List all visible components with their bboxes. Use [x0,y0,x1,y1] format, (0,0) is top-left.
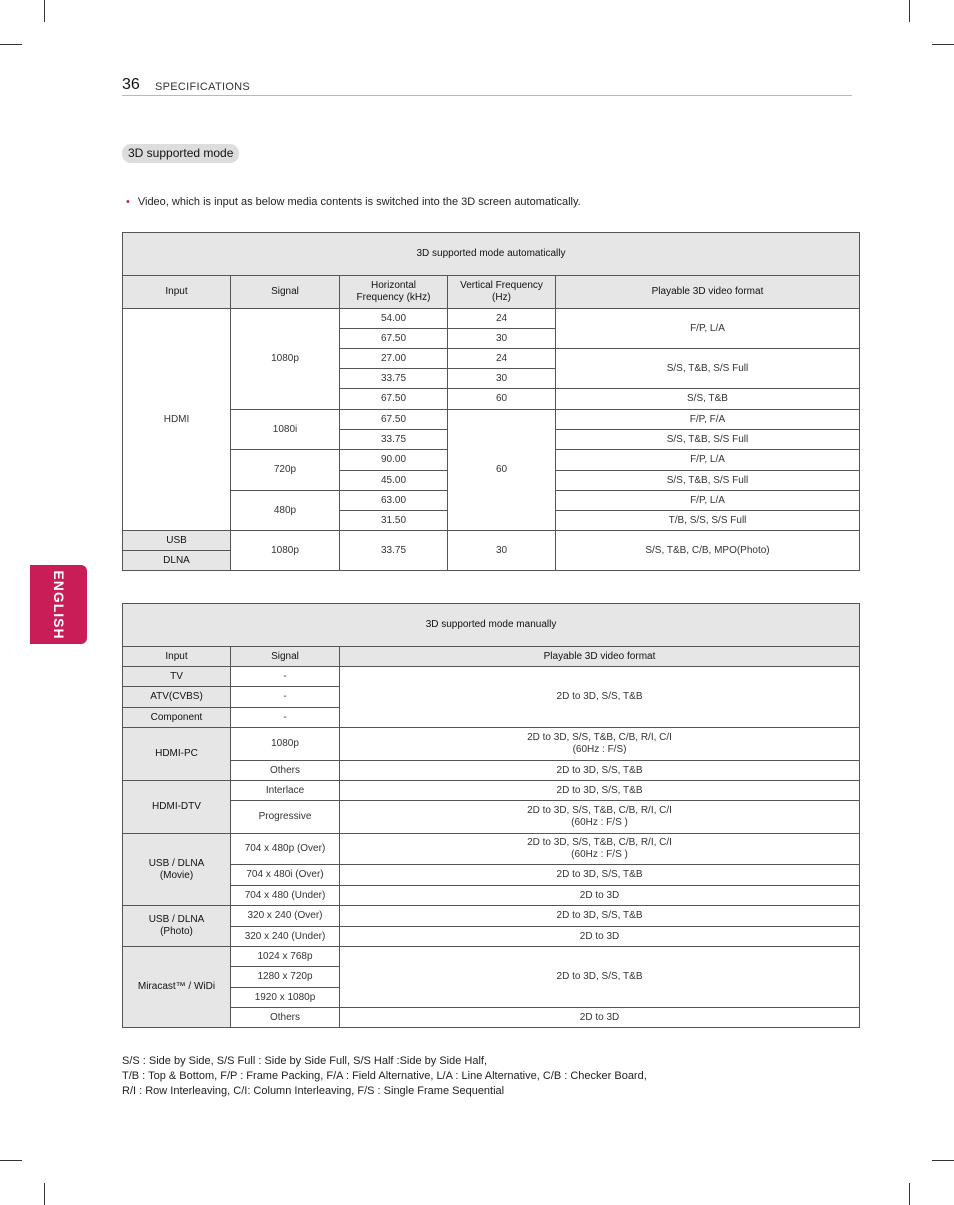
table-title: 3D supported mode automatically [123,233,860,276]
input-cell: HDMI-PC [123,728,231,781]
column-header: Input [123,647,231,667]
signal-cell: 1080p [231,309,340,410]
hfreq-cell: 90.00 [340,450,448,471]
format-cell: 2D to 3D, S/S, T&B, C/B, R/I, C/I (60Hz : F/S ) [340,801,860,834]
input-cell: DLNA [123,551,231,571]
signal-cell: Others [231,1008,340,1028]
note-line: R/I : Row Interleaving, C/I: Column Interleaving, F/S : Single Frame Sequential [122,1085,505,1097]
format-cell: F/P, F/A [556,410,860,430]
format-cell: S/S, T&B, C/B, MPO(Photo) [556,531,860,571]
input-cell: TV [123,667,231,687]
input-cell: USB [123,531,231,551]
format-cell: F/P, L/A [556,491,860,511]
format-cell: S/S, T&B, S/S Full [556,349,860,389]
hfreq-cell: 63.00 [340,491,448,511]
column-header: Signal [231,647,340,667]
signal-cell: 704 x 480p (Over) [231,834,340,865]
format-cell: T/B, S/S, S/S Full [556,511,860,531]
section-heading: 3D supported mode [122,144,239,163]
hfreq-cell: 33.75 [340,531,448,571]
crop-mark [44,1183,45,1205]
hfreq-cell: 33.75 [340,430,448,450]
hfreq-cell: 67.50 [340,329,448,349]
format-cell: 2D to 3D, S/S, T&B [340,761,860,781]
table-title: 3D supported mode manually [123,604,860,647]
signal-cell: 1080p [231,531,340,571]
manual-3d-table [122,603,860,1028]
format-cell: S/S, T&B, S/S Full [556,430,860,450]
format-cell: S/S, T&B [556,389,860,410]
signal-cell: 320 x 240 (Under) [231,927,340,947]
hfreq-cell: 33.75 [340,369,448,389]
format-cell: 2D to 3D, S/S, T&B, C/B, R/I, C/I (60Hz : F/S) [340,728,860,761]
hfreq-cell: 45.00 [340,471,448,491]
auto-3d-table [122,232,860,571]
input-cell: USB / DLNA (Movie) [123,834,231,906]
crop-mark [909,0,910,22]
column-header: Horizontal Frequency (kHz) [340,276,448,309]
crop-mark [0,44,22,45]
input-cell: Component [123,708,231,728]
abbreviation-notes [122,1054,647,1099]
format-cell: S/S, T&B, S/S Full [556,471,860,491]
signal-cell: Progressive [231,801,340,834]
format-cell: 2D to 3D, S/S, T&B [340,781,860,801]
signal-cell: 1920 x 1080p [231,988,340,1008]
signal-cell: 704 x 480i (Over) [231,865,340,886]
format-cell: F/P, L/A [556,450,860,471]
note-line: S/S : Side by Side, S/S Full : Side by Side Full, S/S Half :Side by Side Half, [122,1055,488,1067]
vfreq-cell: 60 [448,410,556,531]
bullet-text: Video, which is input as below media contents is switched into the 3D screen automatically. [137,196,581,208]
format-cell: 2D to 3D [340,927,860,947]
column-header: Playable 3D video format [340,647,860,667]
input-cell: HDMI [123,309,231,531]
hfreq-cell: 31.50 [340,511,448,531]
section-title: SPECIFICATIONS [155,81,251,93]
crop-mark [0,1160,22,1161]
signal-cell: 1024 x 768p [231,947,340,967]
crop-mark [44,0,45,22]
signal-cell: - [231,708,340,728]
signal-cell: 320 x 240 (Over) [231,906,340,927]
vfreq-cell: 24 [448,309,556,329]
header-divider [122,95,852,96]
format-cell: 2D to 3D, S/S, T&B [340,947,860,1008]
bullet-item [126,196,581,208]
signal-cell: - [231,687,340,708]
note-line: T/B : Top & Bottom, F/P : Frame Packing, F/A : Field Alternative, L/A : Line Alternative, C/B : Checker Board, [122,1070,647,1082]
hfreq-cell: 54.00 [340,309,448,329]
column-header: Input [123,276,231,309]
format-cell: F/P, L/A [556,309,860,349]
input-cell: HDMI-DTV [123,781,231,834]
signal-cell: - [231,667,340,687]
column-header: Vertical Frequency (Hz) [448,276,556,309]
vfreq-cell: 30 [448,329,556,349]
bullet-dot-icon: • [126,196,130,208]
input-cell: ATV(CVBS) [123,687,231,708]
signal-cell: Others [231,761,340,781]
column-header: Playable 3D video format [556,276,860,309]
hfreq-cell: 67.50 [340,410,448,430]
vfreq-cell: 30 [448,369,556,389]
vfreq-cell: 60 [448,389,556,410]
signal-cell: Interlace [231,781,340,801]
signal-cell: 480p [231,491,340,531]
format-cell: 2D to 3D [340,1008,860,1028]
crop-mark [932,44,954,45]
hfreq-cell: 67.50 [340,389,448,410]
format-cell: 2D to 3D, S/S, T&B, C/B, R/I, C/I (60Hz : F/S ) [340,834,860,865]
format-cell: 2D to 3D [340,886,860,906]
column-header: Signal [231,276,340,309]
language-tab-label: ENGLISH [50,569,67,640]
signal-cell: 1080i [231,410,340,450]
signal-cell: 704 x 480 (Under) [231,886,340,906]
format-cell: 2D to 3D, S/S, T&B [340,865,860,886]
input-cell: USB / DLNA (Photo) [123,906,231,947]
signal-cell: 720p [231,450,340,491]
signal-cell: 1280 x 720p [231,967,340,988]
crop-mark [932,1160,954,1161]
format-cell: 2D to 3D, S/S, T&B [340,667,860,728]
hfreq-cell: 27.00 [340,349,448,369]
input-cell: Miracast™ / WiDi [123,947,231,1028]
signal-cell: 1080p [231,728,340,761]
vfreq-cell: 24 [448,349,556,369]
crop-mark [909,1183,910,1205]
vfreq-cell: 30 [448,531,556,571]
format-cell: 2D to 3D, S/S, T&B [340,906,860,927]
language-tab [30,565,87,644]
page-number: 36 [122,76,140,93]
